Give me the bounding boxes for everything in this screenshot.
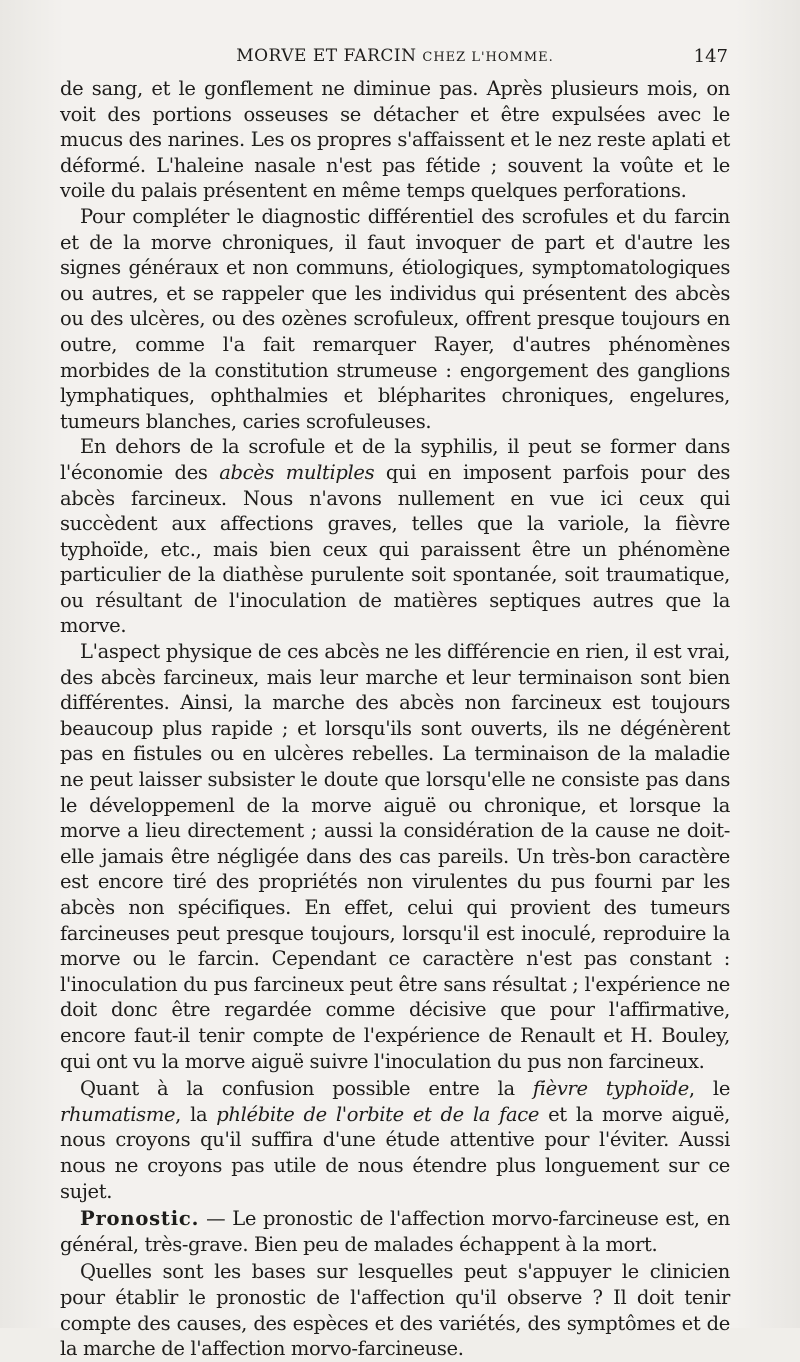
- paragraph-pronostic: [60, 1206, 730, 1257]
- text-run: qui en imposent parfois pour des abcès farcineux. Nous n'avons nullement en vue ici ceux qui succèdent aux affections graves, telles que la variole, la fièvre typhoïde, etc., mais bien ceux qui paraissent être un phénomène particulier de la diathèse purulente soit spontanée, soit traumatique, ou résultant de l'inoculation de matières septiques autres que la morve.: [60, 460, 730, 638]
- text-run: Quant à la confusion possible entre la: [80, 1077, 533, 1101]
- text-run: — Le pronostic de l'affection morvo-farcineuse est, en général, très-grave. Bien peu de malades échappent à la mort.: [60, 1207, 730, 1256]
- text-run: et la morve aiguë, nous croyons qu'il suffira d'une étude attentive pour l'éviter. Aussi nous ne croyons pas utile de nous étendre plus longuement sur ce sujet.: [60, 1102, 730, 1203]
- page-number: 147: [693, 46, 728, 67]
- section-label: Pronostic.: [80, 1207, 200, 1231]
- text-run: , la: [175, 1102, 217, 1126]
- italic-term: phlébite de l'orbite et de la face: [216, 1102, 540, 1126]
- italic-term: rhumatisme: [60, 1102, 176, 1126]
- italic-term: fièvre typhoïde: [532, 1077, 689, 1101]
- page-body: [60, 76, 730, 1362]
- paragraph-continuation: de sang, et le gonflement ne diminue pas. Après plusieurs mois, on voit des portions osseuses se détacher et être expulsées avec le mucus des narines. Les os propres s'affaissent et le nez reste aplati et déformé. L'haleine nasale n'est pas fétide ; souvent la voûte et le voile du palais présentent en même temps quelques perforations.: [60, 77, 730, 203]
- running-title-small: CHEZ L'HOMME.: [422, 50, 554, 65]
- text-run: , le: [688, 1077, 731, 1101]
- paragraph-bases-pronostic: Quelles sont les bases sur lesquelles peut s'appuyer le clinicien pour établir le pronostic de l'affection qu'il observe ? Il doit tenir compte des causes, des espèces et des variétés, des symptômes et de la marche de l'affection morvo-farcineuse.: [60, 1260, 730, 1361]
- italic-term: abcès multiples: [219, 460, 375, 484]
- paragraph-confusion: [60, 1076, 730, 1204]
- running-title: [60, 46, 730, 66]
- paragraph-diagnostic: Pour compléter le diagnostic différentiel des scrofules et du farcin et de la morve chroniques, il faut invoquer de part et d'autre les signes généraux et non communs, étiologiques, symptomatologiques ou autres, et se rappeler que les individus qui présentent des abcès ou des ulcères, ou des ozènes scrofuleux, offrent presque toujours en outre, comme l'a fait remarquer Rayer, d'autres phénomènes morbides de la constitution strumeuse : engorgement des ganglions lymphatiques, ophthalmies et blépharites chroniques, engelures, tumeurs blanches, caries scrofuleuses.: [60, 204, 730, 433]
- page-header: [60, 44, 730, 70]
- text-run: En dehors de la scrofule et de la syphilis, il peut se former dans l'économie des: [60, 435, 730, 484]
- paragraph-aspect-physique: L'aspect physique de ces abcès ne les différencie en rien, il est vrai, des abcès farcineux, mais leur marche et leur terminaison sont bien différentes. Ainsi, la marche des abcès non farcineux est toujours beaucoup plus rapide ; et lorsqu'ils sont ouverts, ils ne dégénèrent pas en fistules ou en ulcères rebelles. La terminaison de la maladie ne peut laisser subsister le doute que lorsqu'elle ne consiste pas dans le développemenl de la morve aiguë ou chronique, et lorsque la morve a lieu directement ; aussi la considération de la cause ne doit-elle jamais être négligée dans des cas pareils. Un très-bon caractère est encore tiré des propriétés non virulentes du pus fourni par les abcès non spécifiques. En effet, celui qui provient des tumeurs farcineuses peut presque toujours, lorsqu'il est inoculé, reproduire la morve ou le farcin. Cependant ce caractère n'est pas constant : l'inoculation du pus farcineux peut être sans résultat ; l'expérience ne doit donc être regardée comme décisive que pour l'affirmative, encore faut-il tenir compte de l'expérience de Renault et H. Bouley, qui ont vu la morve aiguë suivre l'inoculation du pus non farcineux.: [60, 640, 730, 1073]
- paragraph-abces-multiples: [60, 434, 730, 639]
- running-title-main: MORVE ET FARCIN: [236, 46, 417, 66]
